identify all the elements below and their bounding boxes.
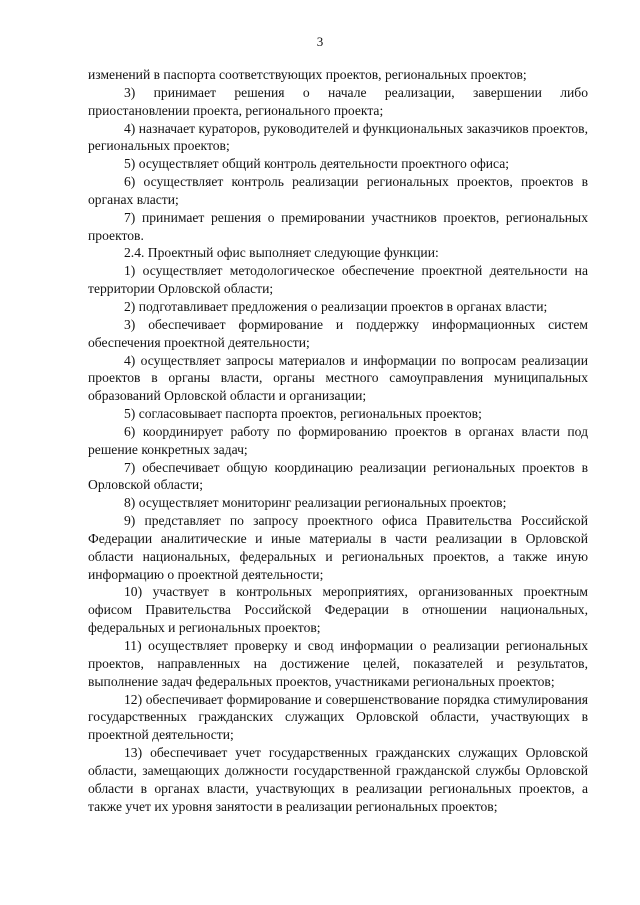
paragraph-item-7-bonuses: 7) принимает решения о премировании участников проектов, региональных проектов.	[88, 209, 588, 243]
paragraph-function-1: 1) осуществляет методологическое обеспечение проектной деятельности на территории Орловской области;	[88, 263, 588, 297]
paragraph-function-11: 11) осуществляет проверку и свод информации о реализации региональных проектов, направленных на достижение целей, показателей и результатов, выполнение задач федеральных проектов, участниками региональных проектов;	[88, 638, 588, 689]
paragraph-function-6: 6) координирует работу по формированию проектов в органах власти под решение конкретных задач;	[88, 423, 588, 457]
paragraph-function-10: 10) участвует в контрольных мероприятиях, организованных проектным офисом Правительства Российской Федерации в отношении национальных, федеральных и региональных проектов;	[88, 584, 588, 636]
paragraph-item-6-monitoring: 6) осуществляет контроль реализации региональных проектов, проектов в органах власти;	[88, 174, 588, 207]
section-heading-2-4: 2.4. Проектный офис выполняет следующие функции:	[124, 245, 439, 261]
paragraph-item-5-control: 5) осуществляет общий контроль деятельности проектного офиса;	[124, 156, 510, 172]
paragraph-function-4: 4) осуществляет запросы материалов и информации по вопросам реализации проектов в органы власти, органы местного самоуправления муниципальных образований Орловской области и организации;	[88, 352, 588, 404]
paragraph-function-8: 8) осуществляет мониторинг реализации региональных проектов;	[124, 495, 507, 511]
paragraph-function-9: 9) представляет по запросу проектного офиса Правительства Российской Федерации аналитические и иные материалы в части реализации в Орловской области национальных, федеральных и региональных проектов, а также иную информацию о проектной деятельности;	[88, 513, 588, 582]
paragraph-function-3: 3) обеспечивает формирование и поддержку информационных систем обеспечения проектной деятельности;	[88, 316, 588, 350]
paragraph-function-7: 7) обеспечивает общую координацию реализации региональных проектов в Орловской области;	[88, 459, 588, 493]
page-number: 3	[316, 34, 324, 49]
paragraph-function-12: 12) обеспечивает формирование и совершенствование порядка стимулирования государственных гражданских служащих Орловской области, участвующих в проектной деятельности;	[88, 691, 588, 743]
document-body	[88, 66, 588, 815]
paragraph-function-5: 5) согласовывает паспорта проектов, региональных проектов;	[124, 406, 482, 422]
paragraph-continuation: изменений в паспорта соответствующих проектов, региональных проектов;	[88, 67, 527, 82]
paragraph-function-2: 2) подготавливает предложения о реализации проектов в органах власти;	[124, 298, 548, 314]
paragraph-item-3-decisions: 3) принимает решения о начале реализации, завершении либо приостановлении проекта, регионального проекта;	[88, 84, 588, 118]
paragraph-item-4-curators: 4) назначает кураторов, руководителей и функциональных заказчиков проектов, региональных проектов;	[88, 120, 588, 154]
paragraph-function-13: 13) обеспечивает учет государственных гражданских служащих Орловской области, замещающих должности государственной гражданской службы Орловской области в органах власти, участвующих в реализации региональных проектов, а также учет их уровня занятости в реализации региональных проектов;	[88, 745, 588, 814]
